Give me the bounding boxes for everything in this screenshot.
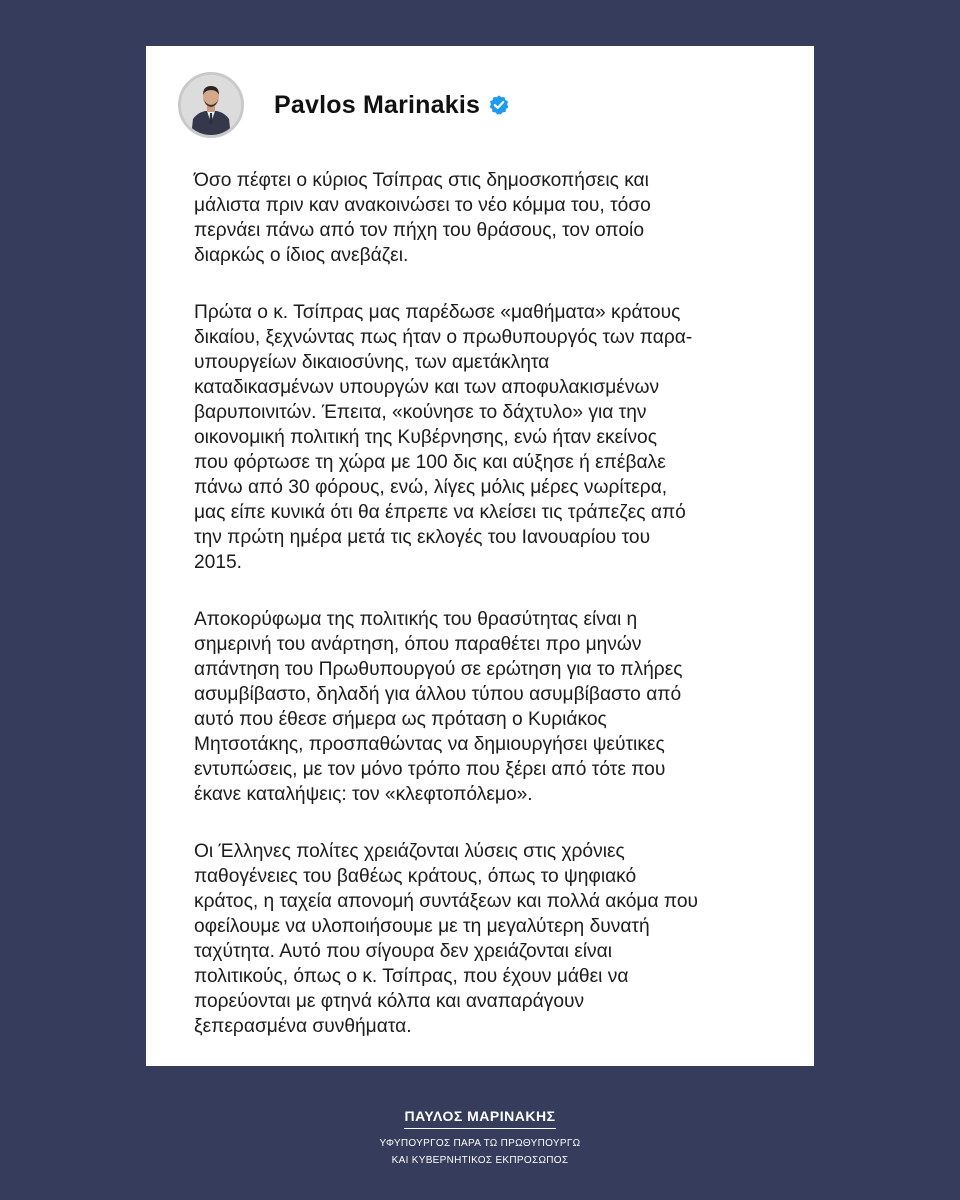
post-paragraph-4: Οι Έλληνες πολίτες χρειάζονται λύσεις στις χρόνιες παθογένειες του βαθέως κράτους, όπως το ψηφιακό κράτος, η ταχεία απονομή συντάξεων και πολλά ακόμα που οφείλουμε να υλοποιήσουμε με τη μεγαλύτερη δυνατή ταχύτητα. Αυτό που σίγουρα δεν χρειάζονται είναι πολιτικούς, όπως ο κ. Τσίπρας, που έχουν μάθει να πορεύονται με φτηνά κόλπα και αναπαράγουν ξεπερασμένα συνθήματα. (194, 841, 699, 1037)
signature-footer (0, 1108, 960, 1169)
verified-badge-icon (488, 94, 510, 116)
post-paragraph-1: Όσο πέφτει ο κύριος Τσίπρας στις δημοσκοπήσεις και μάλιστα πριν καν ανακοινώσει το νέο κόμμα του, τόσο περνάει πάνω από τον πήχη του θράσους, τον οποίο διαρκώς ο ίδιος ανεβάζει. (194, 170, 651, 266)
post-paragraph-2: Πρώτα ο κ. Τσίπρας μας παρέδωσε «μαθήματα» κράτους δικαίου, ξεχνώντας πως ήταν ο πρωθυπουργός των παρα- υπουργείων δικαιοσύνης, των αμετάκλητα καταδικασμένων υπουργών και των αποφυλακισμένων βαρυποινιτών. Έπειτα, «κούνησε το δάχτυλο» για την οικονομική πολιτική της Κυβέρνησης, ενώ ήταν εκείνος που φόρτωσε τη χώρα με 100 δις και αύξησε ή επέβαλε πάνω από 30 φόρους, ενώ, λίγες μόλις μέρες νωρίτερα, μας είπε κυνικά ότι θα έπρεπε να κλείσει τις τράπεζες από την πρώτη ημέρα μετά τις εκλογές του Ιανουαρίου του 2015. (194, 302, 693, 573)
post-card (146, 46, 814, 1066)
person-portrait-icon (181, 75, 241, 135)
footer-role: ΥΦΥΠΟΥΡΓΟΣ ΠΑΡΑ ΤΩ ΠΡΩΘΥΠΟΥΡΓΩ ΚΑΙ ΚΥΒΕΡΝΗΤΙΚΟΣ ΕΚΠΡΟΣΩΠΟΣ (379, 1138, 581, 1166)
avatar[interactable] (178, 72, 244, 138)
footer-name: ΠΑΥΛΟΣ ΜΑΡΙΝΑΚΗΣ (404, 1108, 555, 1129)
post-paragraph-3: Αποκορύφωμα της πολιτικής του θρασύτητας είναι η σημερινή του ανάρτηση, όπου παραθέτει προ μηνών απάντηση του Πρωθυπουργού σε ερώτηση για το πλήρες ασυμβίβαστο, δηλαδή για άλλου τύπου ασυμβίβαστο από αυτό που έθεσε σήμερα ως πρόταση ο Κυριάκος Μητσοτάκης, προσπαθώντας να δημιουργήσει ψεύτικες εντυπώσεις, με τον μόνο τρόπο που ξέρει από τότε που έκανε καταλήψεις: τον «κλεφτοπόλεμο». (194, 609, 683, 805)
post-header (178, 72, 510, 138)
post-body (194, 168, 794, 1071)
author-name[interactable]: Pavlos Marinakis (274, 90, 481, 119)
